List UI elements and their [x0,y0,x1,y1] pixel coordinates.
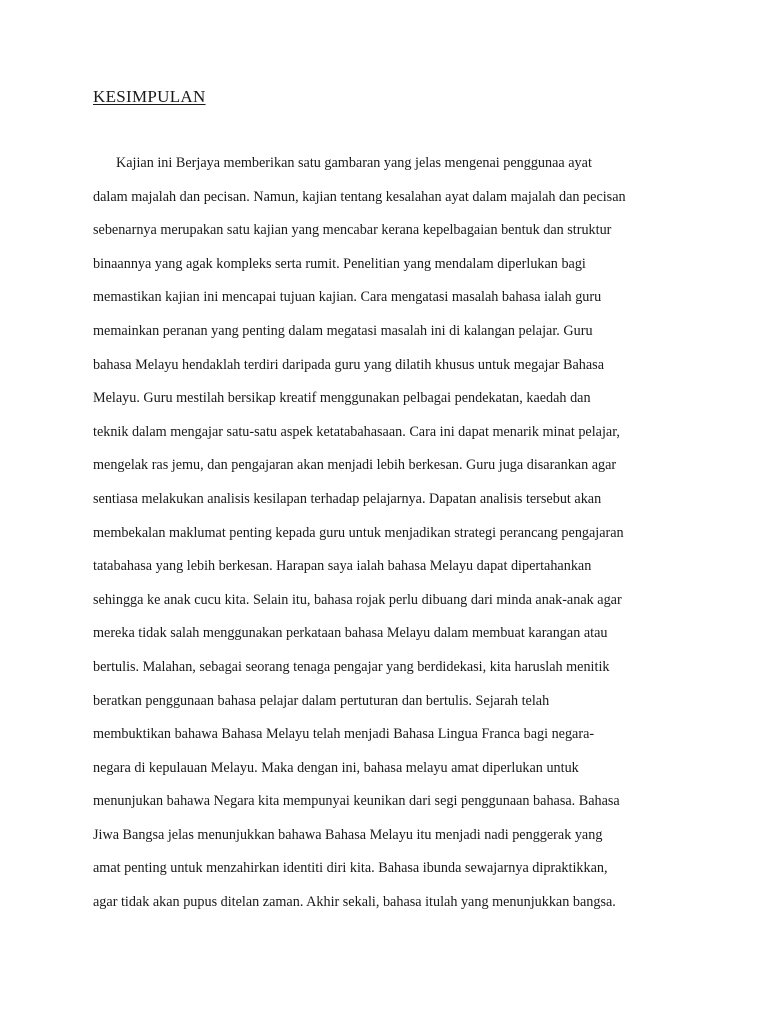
paragraph-line: mereka tidak salah menggunakan perkataan bahasa Melayu dalam membuat karangan atau [93,625,608,642]
body-paragraph [93,150,693,923]
paragraph-line: teknik dalam mengajar satu-satu aspek ketatabahasaan. Cara ini dapat menarik minat pelajar, [93,423,620,440]
paragraph-line: Jiwa Bangsa jelas menunjukkan bahawa Bahasa Melayu itu menjadi nadi penggerak yang [93,826,603,843]
paragraph-line: sebenarnya merupakan satu kajian yang mencabar kerana kepelbagaian bentuk dan struktur [93,222,612,239]
paragraph-line: beratkan penggunaan bahasa pelajar dalam pertuturan dan bertulis. Sejarah telah [93,692,550,709]
paragraph-line: Melayu. Guru mestilah bersikap kreatif menggunakan pelbagai pendekatan, kaedah dan [93,390,591,407]
paragraph-line: tatabahasa yang lebih berkesan. Harapan saya ialah bahasa Melayu dapat dipertahankan [93,558,592,575]
page-title: KESIMPULAN [93,87,206,106]
paragraph-line: mengelak ras jemu, dan pengajaran akan menjadi lebih berkesan. Guru juga disarankan agar [93,457,617,474]
paragraph-line: Kajian ini Berjaya memberikan satu gambaran yang jelas mengenai penggunaa ayat [116,155,592,171]
paragraph-line: memastikan kajian ini mencapai tujuan kajian. Cara mengatasi masalah bahasa ialah guru [93,289,602,306]
paragraph-line: menunjukan bahawa Negara kita mempunyai keunikan dari segi penggunaan bahasa. Bahasa [93,793,620,810]
paragraph-line: negara di kepulauan Melayu. Maka dengan ini, bahasa melayu amat diperlukan untuk [93,759,579,776]
paragraph-line: sentiasa melakukan analisis kesilapan terhadap pelajarnya. Dapatan analisis tersebut akan [93,490,602,507]
paragraph-line: membekalan maklumat penting kepada guru untuk menjadikan strategi perancang pengajaran [93,524,624,541]
paragraph-line: agar tidak akan pupus ditelan zaman. Akhir sekali, bahasa itulah yang menunjukkan bangsa. [93,894,616,911]
paragraph-line: membuktikan bahawa Bahasa Melayu telah menjadi Bahasa Lingua Franca bagi negara- [93,726,595,743]
paragraph-line: dalam majalah dan pecisan. Namun, kajian tentang kesalahan ayat dalam majalah dan pecisan [93,188,626,205]
paragraph-line: bertulis. Malahan, sebagai seorang tenaga pengajar yang berdidekasi, kita haruslah menitik [93,658,610,675]
paragraph-line: amat penting untuk menzahirkan identiti diri kita. Bahasa ibunda sewajarnya dipraktikkan, [93,860,608,877]
paragraph-line: memainkan peranan yang penting dalam megatasi masalah ini di kalangan pelajar. Guru [93,322,593,339]
paragraph-line: bahasa Melayu hendaklah terdiri daripada guru yang dilatih khusus untuk megajar Bahasa [93,356,604,373]
paragraph-line: sehingga ke anak cucu kita. Selain itu, bahasa rojak perlu dibuang dari minda anak-anak agar [93,591,622,608]
paragraph-line: binaannya yang agak kompleks serta rumit. Penelitian yang mendalam diperlukan bagi [93,255,586,272]
